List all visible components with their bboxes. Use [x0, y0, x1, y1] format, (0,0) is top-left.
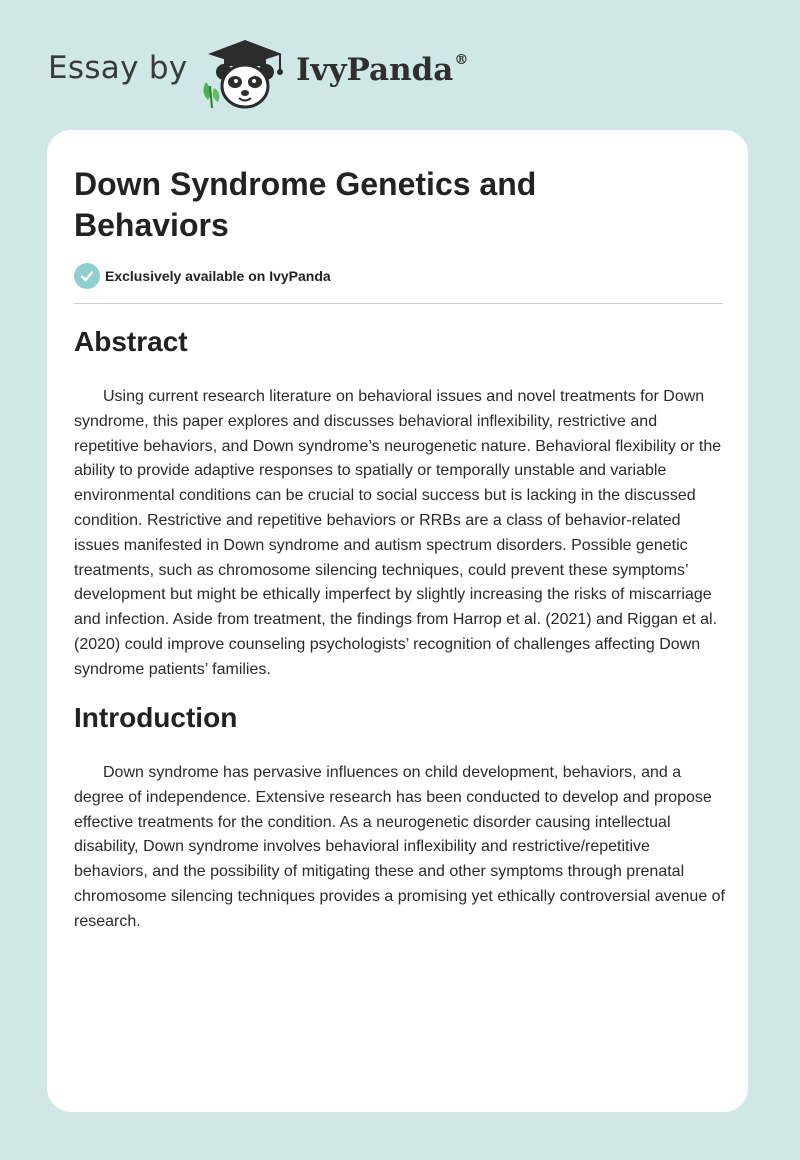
section-body-introduction: Down syndrome has pervasive influences on child development, behaviors, and a degree of independence. Extensive research has been conducted to develop and propose effective treatments for the condition. As a neurogenetic disorder causing intellectual disability, Down syndrome involves behavioral inflexibility and restrictive/repetitive behaviors, and the possibility of mitigating these and other symptoms through prenatal chromosome silencing techniques provides a promising yet ethically controversial avenue of research. — [74, 764, 725, 930]
essay-card — [47, 130, 748, 1112]
section-body-abstract: Using current research literature on behavioral issues and novel treatments for Down syndrome, this paper explores and discusses behavioral inflexibility, restrictive and repetitive behaviors, and Down syndrome’s neurogenetic nature. Behavioral flexibility or the ability to provide adaptive responses to spatially or temporally unstable and variable environmental conditions can be crucial to social success but is lacking in the discussed condition. Restrictive and repetitive behaviors or RRBs are a class of behavior-related issues manifested in Down syndrome and autism spectrum disorders. Possible genetic treatments, such as chromosome silencing techniques, could prevent these symptoms’ development but might be ethically imperfect by slightly increasing the risks of miscarriage and infection. Aside from treatment, the findings from Harrop et al. (2021) and Riggan et al. (2020) could improve counseling psychologists’ recognition of challenges affecting Down syndrome patients’ families. — [74, 388, 722, 678]
brand-text: IvyPanda — [296, 52, 454, 88]
site-header — [48, 36, 548, 116]
essay-by-label: Essay by — [48, 50, 188, 86]
page-title: Down Syndrome Genetics and Behaviors — [74, 166, 537, 243]
check-icon — [74, 263, 100, 289]
section-heading-introduction: Introduction — [74, 702, 238, 733]
panda-graduate-icon[interactable] — [200, 36, 290, 110]
section-heading-abstract: Abstract — [74, 326, 188, 357]
brand-name[interactable] — [296, 52, 468, 88]
trademark-symbol: ® — [454, 52, 469, 68]
exclusive-badge — [74, 263, 331, 289]
exclusive-label: Exclusively available on IvyPanda — [105, 268, 331, 284]
divider — [74, 303, 723, 304]
